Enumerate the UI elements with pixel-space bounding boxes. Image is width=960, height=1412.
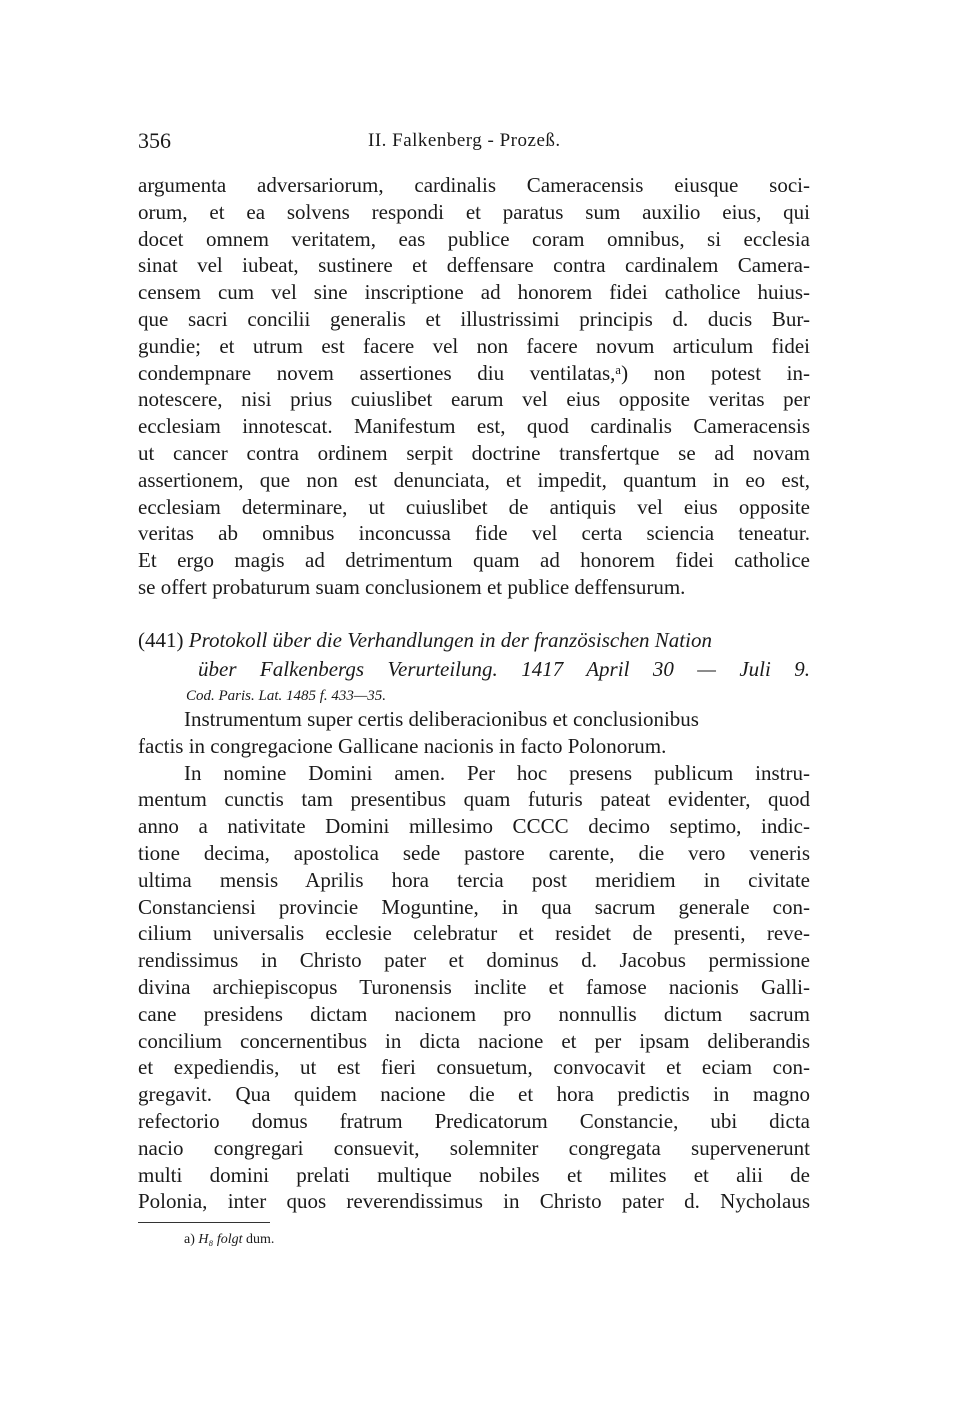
text-line: Instrumentum super certis deliberacionibus et conclusionibus bbox=[184, 707, 699, 731]
text-line: argumenta adversariorum, cardinalis Cameracensis eiusque soci- bbox=[138, 173, 810, 197]
text-line: notescere, nisi prius cuiuslibet earum vel eius opposite veritas per bbox=[138, 387, 810, 412]
footnote-rule bbox=[138, 1222, 270, 1223]
heading-subtitle: über Falkenbergs Verurteilung. bbox=[198, 657, 498, 681]
text-line: cane presidens dictam nacionem pro nonnullis dictum sacrum bbox=[138, 1001, 810, 1026]
text-line: factis in congregacione Gallicane nacionis in facto Polonorum. bbox=[138, 733, 667, 758]
text-line: docet omnem veritatem, eas publice coram omnibus, si ecclesia bbox=[138, 226, 810, 251]
footnote-text: folgt bbox=[216, 1232, 243, 1247]
document-number: (441) bbox=[138, 628, 184, 652]
text-line: anno a nativitate Domini millesimo CCCC decimo septimo, indic- bbox=[138, 814, 810, 839]
text-line: refectorio domus fratrum Predicatorum Constancie, ubi dicta bbox=[138, 1108, 810, 1133]
footnote-marker: a) bbox=[184, 1232, 195, 1247]
running-title: II. Falkenberg - Prozeß. bbox=[368, 130, 561, 151]
footnote-siglum: H₈ bbox=[198, 1232, 214, 1247]
text-line: divina archiepiscopus Turonensis inclite et famose nacionis Galli- bbox=[138, 974, 810, 999]
page-header bbox=[138, 128, 810, 158]
text-line: que sacri concilii generalis et illustrissimi principis d. ducis Bur- bbox=[138, 306, 810, 331]
text-line: In nomine Domini amen. Per hoc presens publicum instru- bbox=[184, 760, 810, 785]
text-line: mentum cunctis tam presentibus quam futuris pateat evidenter, quod bbox=[138, 787, 810, 812]
heading-title: Protokoll über die Verhandlungen in der französischen Nation bbox=[188, 628, 712, 652]
text-line: ecclesiam innotescat. Manifestum est, quod cardinalis Cameracensis bbox=[138, 414, 810, 439]
text-line: gundie; et utrum est facere vel non facere novum articulum fidei bbox=[138, 333, 810, 358]
text-line: Constanciensi provincie Moguntine, in qua sacrum generale con- bbox=[138, 894, 810, 919]
heading-date: 1417 April 30 — Juli 9. bbox=[521, 657, 810, 681]
text-line: cilium universalis ecclesie celebratur et residet de presenti, reve- bbox=[138, 921, 810, 946]
text-line: condempnare novem assertiones diu ventilatas,ᵃ) non potest in- bbox=[138, 360, 810, 385]
text-line: gregavit. Qua quidem nacione die et hora predictis in magno bbox=[138, 1082, 810, 1107]
text-line: assertionem, que non est denunciata, et impedit, quantum in eo est, bbox=[138, 467, 810, 492]
text-line: concilium concernentibus in dicta nacione et per ipsam deliberandis bbox=[138, 1028, 810, 1053]
text-line: ut cancer contra ordinem serpit doctrine transfertque se ad novam bbox=[138, 440, 810, 465]
text-line: tione decima, apostolica sede pastore carente, die vero veneris bbox=[138, 840, 810, 865]
paragraph-continuation bbox=[138, 172, 810, 601]
text-line: Et ergo magis ad detrimentum quam ad honorem fidei catholice bbox=[138, 548, 810, 573]
paragraph-document-text bbox=[138, 706, 810, 1215]
text-line: Polonia, inter quos reverendissimus in Christo pater d. Nycholaus bbox=[138, 1189, 810, 1214]
heading-line-2 bbox=[138, 655, 810, 684]
text-line: censem cum vel sine inscriptione ad honorem fidei catholice huius- bbox=[138, 280, 810, 305]
page-number: 356 bbox=[138, 128, 171, 153]
text-line: et expediendis, ut est fieri consuetum, convocavit et eciam con- bbox=[138, 1055, 810, 1080]
footnote-word: dum. bbox=[246, 1232, 275, 1247]
text-line: se offert probaturum suam conclusionem et publice deffensurum. bbox=[138, 574, 686, 599]
text-line: rendissimus in Christo pater et dominus d. Jacobus permissione bbox=[138, 948, 810, 973]
text-line: orum, et ea solvens respondi et paratus sum auxilio eius, qui bbox=[138, 199, 810, 224]
text-line: multi domini prelati multique nobiles et milites et alii de bbox=[138, 1162, 810, 1187]
text-line: sinat vel iubeat, sustinere et deffensare contra cardinalem Camera- bbox=[138, 253, 810, 278]
footnote bbox=[184, 1232, 274, 1248]
text-line: ultima mensis Aprilis hora tercia post meridiem in civitate bbox=[138, 867, 810, 892]
manuscript-source: Cod. Paris. Lat. 1485 f. 433—35. bbox=[186, 688, 387, 704]
heading-line-1 bbox=[138, 626, 810, 655]
text-line: ecclesiam determinare, ut cuiuslibet de antiquis vel eius opposite bbox=[138, 494, 810, 519]
document-heading bbox=[138, 626, 810, 708]
text-line: veritas ab omnibus inconcussa fide vel certa sciencia teneatur. bbox=[138, 521, 810, 546]
text-line: nacio congregari consuevit, solemniter congregata supervenerunt bbox=[138, 1135, 810, 1160]
